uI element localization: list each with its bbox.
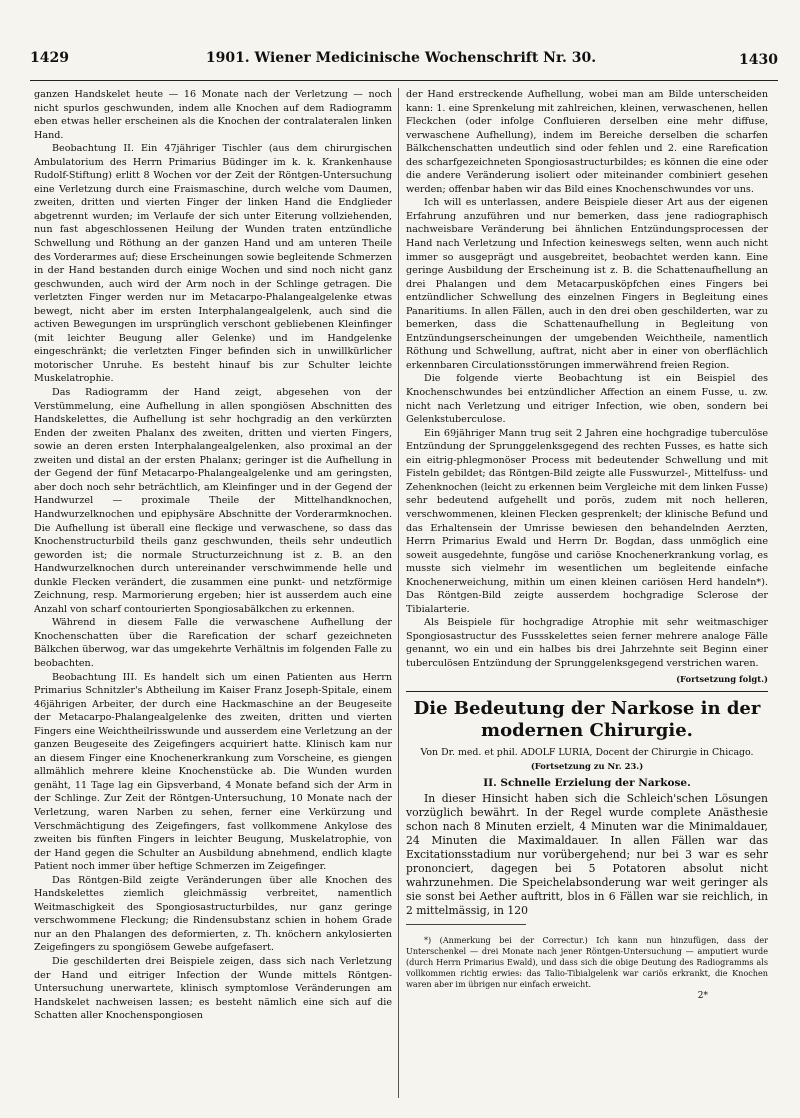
paragraph: der Hand erstreckende Aufhellung, wobei man am Bilde unterscheiden kann: 1. eine Sprenkelung mit zahlreichen, kleinen, verwaschenen, hellen Fleckchen (oder infolge Confluieren derselben eine mehr diffuse, verwaschene Aufhellung), indem im Bereiche derselben die scharfen Bälkchenschatten undeutlich sind oder fehlen und 2. eine Rarefication des scharfgezeichneten Spongiosastructurbildes; es können die eine oder die andere Veränderung isoliert oder miteinander combiniert gesehen werden; offenbar haben wir das Bild eines Knochenschwundes vor uns.: [406, 89, 768, 195]
paragraph: Ich will es unterlassen, andere Beispiele dieser Art aus der eigenen Erfahrung anzuführen und nur bemerken, dass jene radiographisch nachweisbare Veränderung bei ähnlichen Entzündungsprocessen der Hand nach Verletzung und Infection keineswegs selten, wenn auch nicht immer so ausgeprägt und ausgebreitet, beobachtet werden kann. Eine geringe Ausbildung der Erscheinung ist z. B. die Schattenaufhellung an drei Phalangen und dem Metacarpusköpfchen eines Fingers bei entzündlicher Schwellung des einzelnen Fingers in Begleitung eines Panaritiums. In allen Fällen, auch in den drei oben geschilderten, war zu bemerken, dass die Schattenaufhellung in Begleitung von Entzündungserscheinungen der umgebenden Weichtheile, namentlich Röthung und Schwellung, auftrat, nicht aber in einer von oberflächlich erkennbaren Circulationsstörungen immerwährend freien Region.: [406, 197, 768, 371]
continued-note: (Fortsetzung folgt.): [676, 673, 768, 684]
article-paragraph: In dieser Hinsicht haben sich die Schleich'schen Lösungen vorzüglich bewährt. In der Regel wurde complete Anästhesie schon nach 8 Minuten erzielt, 4 Minuten war die Minimaldauer, 24 Minuten die Maximaldauer. In allen Fällen war das Excitationsstadium nur vorübergehend; nur bei 3 war es sehr prononciert, dagegen bei 5 Potatoren absolut nicht wahrzunehmen. Die Speichelabsonderung war weit geringer als sie sonst bei Aether auftritt, blos in 6 Fällen war sie reichlich, in 2 mittelmässig, in 120: [406, 792, 768, 918]
article-author: Von Dr. med. et phil. ADOLF LURIA, Docent der Chirurgie in Chicago.: [420, 747, 754, 759]
header-rule: [30, 80, 778, 81]
paragraph: Ein 69jähriger Mann trug seit 2 Jahren eine hochgradige tuberculöse Entzündung der Sprunggelenksgegend des rechten Fusses, es hatte sich ein eitrig-phlegmonöser Process mit bedeutender Schwellung und mit Fisteln gebildet; das Röntgen-Bild zeigte alle Fusswurzel-, Mittelfuss- und Zehenknochen (leicht zu erkennen beim Vergleiche mit dem linken Fusse) sehr bedeutend aufgehellt und porös, zudem mit noch helleren, verschwommenen, kleinen Flecken gesprenkelt; der klinische Befund und das Erhaltensein der Umrisse bewiesen den behandelnden Aerzten, Herrn Primarius Ewald und Herrn Dr. Bogdan, dass unmöglich eine soweit ausgedehnte, fungöse und cariöse Knochenerkrankung vorlag, es musste sich vielmehr im wesentlichen um begleitende einfache Knochenerweichung, mithin um einen kleinen cariösen Herd handeln*). Das Röntgen-Bild zeigte ausserdem hochgradige Sclerose der Tibialarterie.: [406, 427, 768, 615]
article-continued: (Fortsetzung zu Nr. 23.): [530, 761, 644, 772]
section-heading: II. Schnelle Erzielung der Narkose.: [483, 776, 691, 789]
paragraph: Das Radiogramm der Hand zeigt, abgesehen von der Verstümmelung, eine Aufhellung in allen spongiösen Abschnitten des Handskelettes, die Aufhellung ist sehr hochgradig an den verkürzten Enden der zweiten Phalanx des zweiten, dritten und vierten Fingers, sowie an deren ersten Interphalangealgelenken, also proximal an der zweiten und distal an der ersten Phalanx; geringer ist die Aufhellung in der Gegend der fünf Metacarpo-Phalangealgelenke und am geringsten, aber doch noch sehr beträchtlich, am Kleinfinger und in der Gegend der Handwurzel — proximale Theile der Mittelhandknochen, Handwurzelknochen und epiphysäre Abschnitte der Vorderarmknochen. Die Aufhellung ist überall eine fleckige und verwaschene, so dass das Knochenstructurbild theils ganz geschwunden, theils sehr undeutlich geworden ist; die normale Structurzeichnung ist z. B. an den Handwurzelknochen durch untereinander verschwimmende helle und dunkle Flecken verändert, die zusammen eine punkt- und netzförmige Zeichnung, resp. Marmorierung ergeben; hier ist ausserdem auch eine Anzahl von scharf contourierten Spongiosabälkchen zu erkennen.: [34, 387, 392, 615]
page-number-left: 1429: [30, 50, 69, 66]
paragraph: Beobachtung II. Ein 47jähriger Tischler (aus dem chirurgischen Ambulatorium des Herrn Primarius Büdinger im k. k. Krankenhause Rudolf-Stiftung) erlitt 8 Wochen vor der Zeit der Röntgen-Untersuchung eine Verletzung durch eine Fraismaschine, durch welche vom Daumen, zweiten, dritten und vierten Finger der linken Hand die Endglieder abgetrennt wurden; im Verlaufe der sich unter Eiterung vollziehenden, nun fast abgeschlossenen Heilung der Wunden traten entzündliche Schwellung und Röthung an der ganzen Hand und am unteren Theile des Vorderarmes auf; diese Erscheinungen sowie begleitende Schmerzen in der Hand bestanden durch einige Wochen und sind noch nicht ganz geschwunden, auch wird der Arm noch in der Schlinge getragen. Die verletzten Finger werden nur im Metacarpo-Phalangealgelenke etwas bewegt, nicht aber im ersten Interphalangealgelenk, auch sind die activen Bewegungen im ursprünglich verschont gebliebenen Kleinfinger (mit leichter Beugung aller Gelenke) und im Handgelenke eingeschränkt; die verletzten Finger befinden sich in unwillkürlicher motorischer Unruhe. Es besteht hinauf bis zur Schulter leichte Muskelatrophie.: [34, 143, 392, 385]
journal-title: 1901. Wiener Medicinische Wochenschrift Nr. 30.: [205, 50, 597, 66]
paragraph: Die folgende vierte Beobachtung ist ein Beispiel des Knochenschwundes bei entzündlicher Affection an einem Fusse, u. zw. nicht nach Verletzung und eitriger Infection, wie oben, sondern bei Gelenkstuberculose.: [406, 373, 768, 426]
paragraph: Die geschilderten drei Beispiele zeigen, dass sich nach Verletzung der Hand und eitriger Infection der Wunde mittels Röntgen-Untersuchung unerwartete, klinisch symptomlose Veränderungen am Handskelet nachweisen lassen; es besteht nämlich eine sich auf die Schatten aller Knochenspongiosen: [34, 956, 392, 1022]
article-title: Die Bedeutung der Narkose in der modernen Chirurgie.: [413, 698, 761, 742]
paragraph: Während in diesem Falle die verwaschene Aufhellung der Knochenschatten über die Rarefication der scharf gezeichneten Bälkchen überwog, war das umgekehrte Verhältnis im folgenden Falle zu beobachten.: [34, 617, 392, 669]
right-column: [406, 88, 768, 1098]
paragraph: ganzen Handskelet heute — 16 Monate nach der Verletzung — noch nicht spurlos geschwunden, indem alle Knochen auf dem Radiogramm eben etwas heller erscheinen als die Knochen der contralateralen linken Hand.: [34, 89, 392, 141]
left-column: [34, 88, 392, 1098]
footnote: *) (Anmerkung bei der Correctur.) Ich kann nun hinzufügen, dass der Unterschenkel — drei Monate nach jener Röntgen-Untersuchung — amputiert wurde (durch Herrn Primarius Ewald), und dass sich die obige Deutung des Radiogramms als vollkommen richtig erwies: das Talio-Tibialgelenk war cariös erkrankt, die Knochen waren aber im übrigen nur einfach erweicht.: [406, 935, 768, 990]
footnote-rule: [406, 924, 526, 925]
paragraph: Beobachtung III. Es handelt sich um einen Patienten aus Herrn Primarius Schnitzler's Abtheilung im Kaiser Franz Joseph-Spitale, einem 46jährigen Arbeiter, der durch eine Hackmaschine an der Beugeseite der Metacarpo-Phalangealgelenke des zweiten, dritten und vierten Fingers eine Weichtheilrisswunde und ausserdem eine Verletzung an der ganzen Beugeseite des Zeigefingers acquiriert hatte. Klinisch kam nur an diesem Finger eine Knochenerkrankung zum Vorscheine, es giengen allmählich mehrere kleine Knochenstücke ab. Die Wunden wurden genäht, 11 Tage lag ein Gipsverband, 4 Monate befand sich der Arm in der Schlinge. Zur Zeit der Röntgen-Untersuchung, 10 Monate nach der Verletzung, waren Narben zu sehen, ferner eine Verkürzung und Verschmächtigung des Zeigefingers, fast vollkommene Ankylose des zweiten bis fünften Fingers in leichter Beugung, Muskelatrophie, von der Hand gegen die Schulter an Ausbildung abnehmend, endlich klagte Patient noch immer über heftige Schmerzen im Zeigefinger.: [34, 671, 392, 873]
column-divider: [398, 88, 399, 1098]
paragraph: Das Röntgen-Bild zeigte Veränderungen über alle Knochen des Handskelettes ziemlich gleichmässig verbreitet, namentlich Weitmaschigkeit des Spongiosastructurbildes, nur ganz geringe verschwommene Fleckung; die Rindensubstanz schien in hohem Grade nur an den Phalangen des deformierten, z. Th. knöchern ankylosierten Zeigefingers zu spongiösem Gewebe aufgefasert.: [34, 874, 392, 954]
signature-mark: 2*: [697, 991, 708, 1002]
page-number-right: 1430: [739, 52, 778, 68]
page-header: [24, 50, 778, 72]
article-rule: [406, 691, 768, 692]
paragraph: Als Beispiele für hochgradige Atrophie mit sehr weitmaschiger Spongiosastructur des Fussskelettes seien ferner mehrere analoge Fälle genannt, wo ein und ein halbes bis drei Jahrzehnte seit Beginn einer tuberculösen Entzündung der Sprunggelenksgegend verstrichen waren.: [406, 617, 768, 669]
